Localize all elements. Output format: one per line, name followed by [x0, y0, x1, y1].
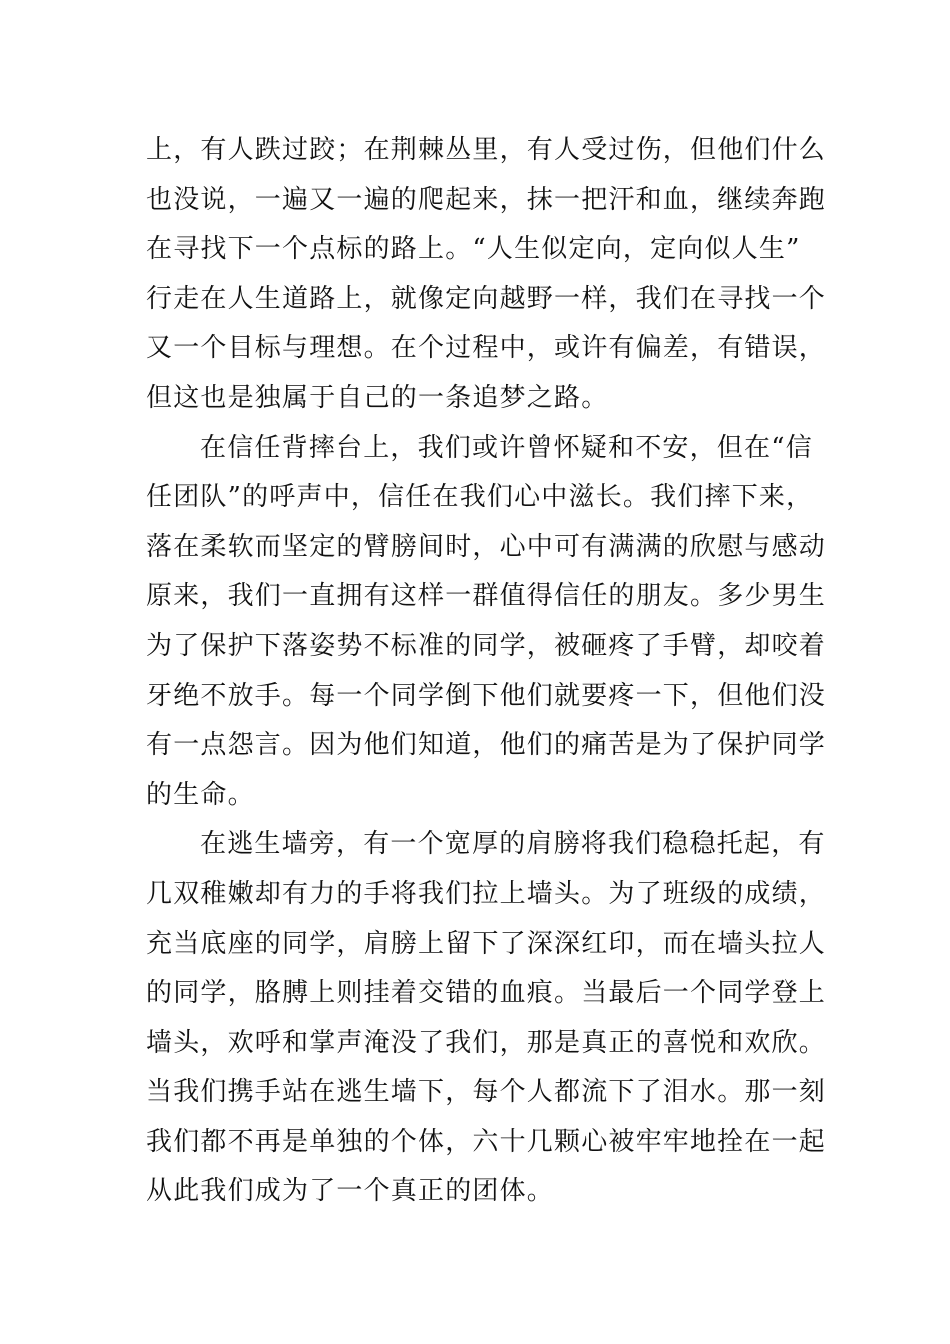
text-line: 从此我们成为了一个真正的团体。 — [146, 1176, 555, 1207]
text-line: 的同学，胳膊上则挂着交错的血痕。当最后一个同学登上 — [146, 978, 827, 1009]
text-line: 在信任背摔台上，我们或许曾怀疑和不安，但在“信 — [200, 432, 813, 463]
text-line: 落在柔软而坚定的臂膀间时，心中可有满满的欣慰与感动 — [146, 531, 827, 562]
text-line: 牙绝不放手。每一个同学倒下他们就要疼一下，但他们没 — [146, 680, 827, 711]
text-line: 有一点怨言。因为他们知道，他们的痛苦是为了保护同学 — [146, 730, 827, 761]
paragraph-1 — [146, 126, 827, 424]
text-line: 几双稚嫩却有力的手将我们拉上墙头。为了班级的成绩， — [146, 878, 827, 909]
text-line: 墙头，欢呼和掌声淹没了我们，那是真正的喜悦和欢欣。 — [146, 1027, 827, 1058]
text-line: 的生命。 — [146, 779, 255, 810]
text-line: 为了保护下落姿势不标准的同学，被砸疼了手臂，却咬着 — [146, 630, 827, 661]
text-line: 我们都不再是单独的个体，六十几颗心被牢牢地拴在一起 — [146, 1126, 827, 1157]
body-text — [146, 126, 827, 1217]
paragraph-3 — [146, 820, 827, 1217]
text-line: 但这也是独属于自己的一条追梦之路。 — [146, 382, 609, 413]
text-line: 在寻找下一个点标的路上。“人生似定向，定向似人生” — [146, 234, 801, 265]
text-line: 任团队”的呼声中，信任在我们心中滋长。我们摔下来， — [146, 482, 814, 513]
text-line: 充当底座的同学，肩膀上留下了深深红印，而在墙头拉人 — [146, 928, 827, 959]
text-line: 当我们携手站在逃生墙下，每个人都流下了泪水。那一刻 — [146, 1077, 827, 1108]
paragraph-2 — [146, 424, 827, 821]
text-line: 在逃生墙旁，有一个宽厚的肩膀将我们稳稳托起，有 — [200, 829, 826, 860]
text-line: 也没说，一遍又一遍的爬起来，抹一把汗和血，继续奔跑 — [146, 184, 827, 215]
text-line: 又一个目标与理想。在个过程中，或许有偏差，有错误， — [146, 333, 827, 364]
text-line: 原来，我们一直拥有这样一群值得信任的朋友。多少男生 — [146, 581, 827, 612]
text-line: 上，有人跌过跤；在荆棘丛里，有人受过伤，但他们什么 — [146, 135, 827, 165]
text-line: 行走在人生道路上，就像定向越野一样，我们在寻找一个 — [146, 283, 827, 314]
